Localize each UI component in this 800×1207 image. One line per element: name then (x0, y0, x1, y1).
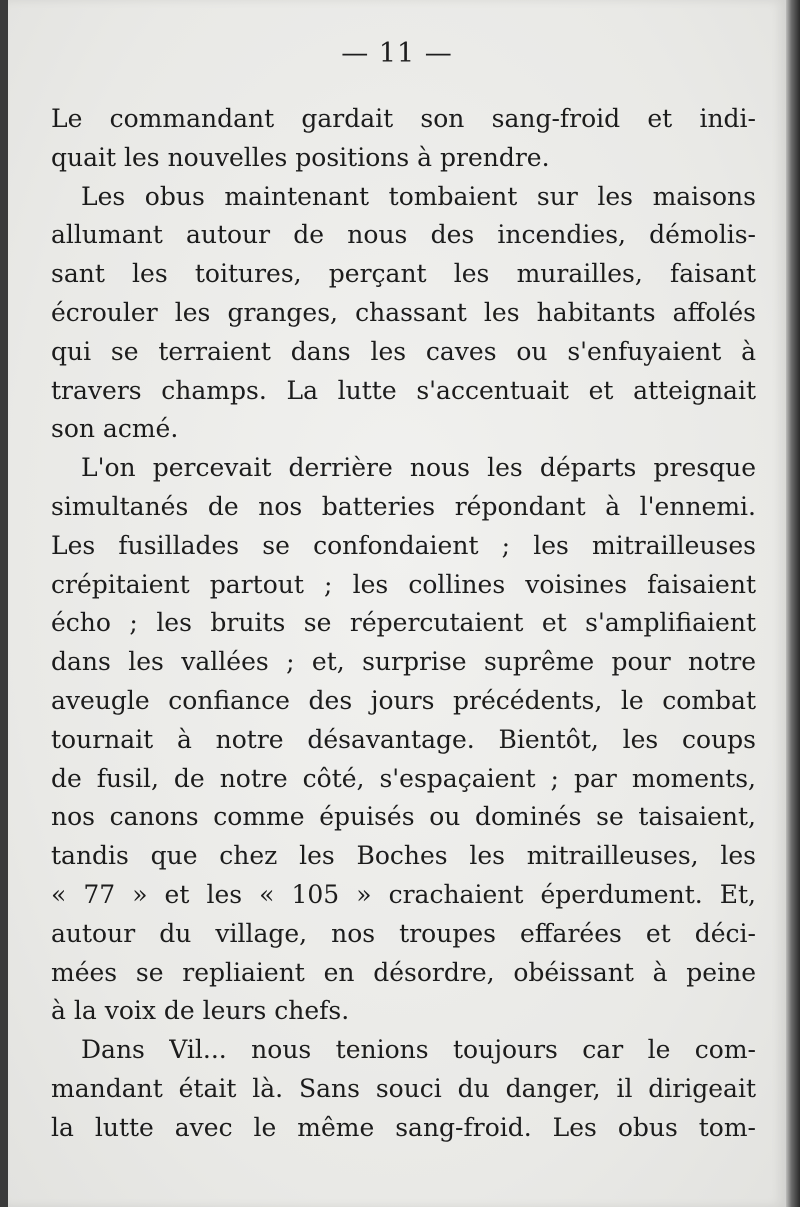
text-line-9: son acmé. (51, 414, 179, 444)
text-line-26: mandant était là. Sans souci du danger, il dirigeait (51, 1073, 756, 1103)
text-line-16: aveugle confiance des jours précédents, le combat (51, 685, 756, 715)
text-line-27: la lutte avec le même sang-froid. Les obus tom- (51, 1112, 756, 1142)
text-line-14: écho ; les bruits se répercutaient et s'amplifiaient (51, 608, 756, 638)
text-line-2: quait les nouvelles positions à prendre. (51, 142, 550, 172)
text-line-22: autour du village, nos troupes effarées et déci- (51, 918, 756, 948)
text-line-7: qui se terraient dans les caves ou s'enfuyaient à (51, 336, 756, 366)
text-line-11: simultanés de nos batteries répondant à l'ennemi. (51, 491, 756, 521)
text-line-3: Les obus maintenant tombaient sur les maisons (81, 181, 756, 211)
body-text (51, 100, 756, 1148)
text-line-4: allumant autour de nous des incendies, démolis- (51, 220, 756, 250)
text-line-24: à la voix de leurs chefs. (51, 996, 350, 1026)
page-number: — 11 — (341, 38, 453, 69)
text-line-20: tandis que chez les Boches les mitrailleuses, les (51, 841, 756, 871)
text-line-1: Le commandant gardait son sang-froid et indi- (51, 104, 756, 133)
text-line-12: Les fusillades se confondaient ; les mitrailleuses (51, 530, 756, 560)
text-line-21: « 77 » et les « 105 » crachaient éperdument. Et, (51, 879, 756, 909)
text-line-8: travers champs. La lutte s'accentuait et atteignait (51, 375, 756, 405)
text-line-5: sant les toitures, perçant les murailles, faisant (51, 259, 756, 289)
text-line-15: dans les vallées ; et, surprise suprême pour notre (51, 647, 756, 677)
text-line-6: écrouler les granges, chassant les habitants affolés (51, 297, 756, 327)
text-line-17: tournait à notre désavantage. Bientôt, les coups (51, 724, 756, 754)
text-line-19: nos canons comme épuisés ou dominés se taisaient, (51, 802, 756, 832)
text-line-13: crépitaient partout ; les collines voisines faisaient (51, 569, 756, 599)
page-edge-shadow (786, 0, 800, 1207)
book-page (8, 0, 786, 1207)
text-line-25: Dans Vil... nous tenions toujours car le com- (81, 1035, 756, 1065)
text-line-23: mées se repliaient en désordre, obéissant à peine (51, 957, 756, 987)
text-line-18: de fusil, de notre côté, s'espaçaient ; par moments, (51, 763, 756, 793)
text-line-10: L'on percevait derrière nous les départs presque (81, 453, 756, 483)
